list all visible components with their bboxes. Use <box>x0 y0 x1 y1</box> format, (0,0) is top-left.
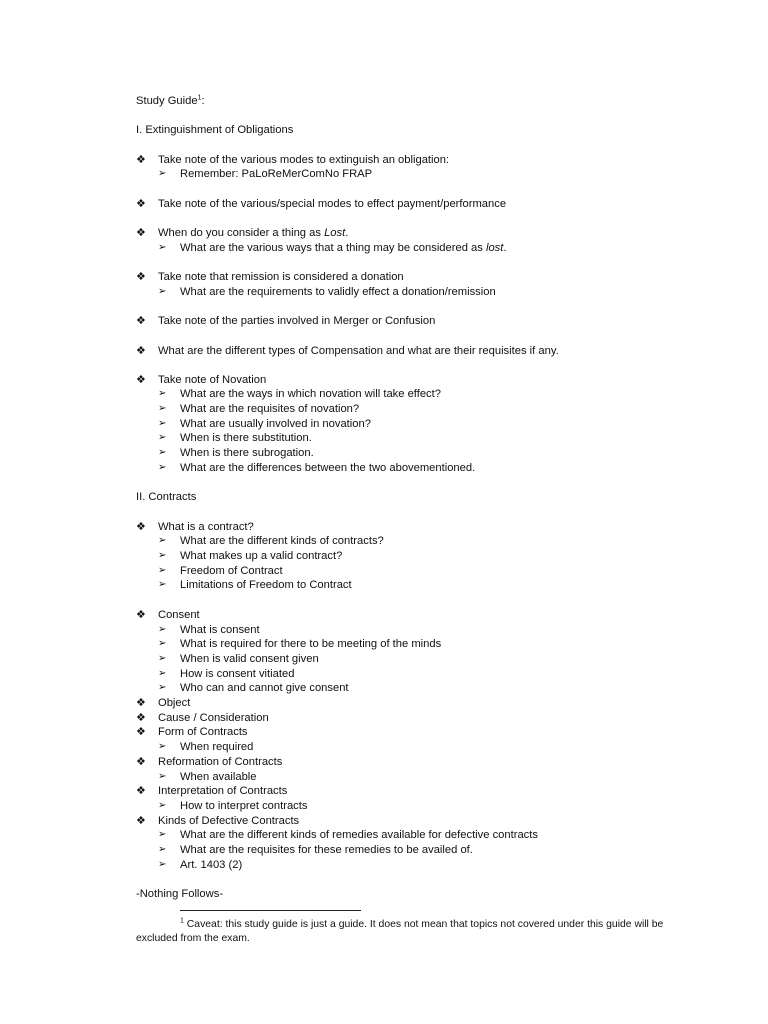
arrowhead-bullet-icon: ➢ <box>158 859 167 870</box>
footnote-text: Caveat: this study guide is just a guide. It does not mean that topics not covered under this guide will be excluded from the exam. <box>136 919 664 944</box>
footnote <box>136 918 696 946</box>
four-diamond-bullet-icon: ❖ <box>136 271 146 283</box>
footnote-reference: 1 <box>197 94 202 102</box>
page-title: Study Guide$^1$: <box>136 94 205 107</box>
footnote-mark: 1 <box>180 917 184 925</box>
arrowhead-bullet-icon: ➢ <box>158 462 167 473</box>
arrowhead-bullet-icon: ➢ <box>158 242 167 253</box>
closing-text: -Nothing Follows- <box>136 888 224 900</box>
arrowhead-bullet-icon: ➢ <box>158 800 167 811</box>
arrowhead-bullet-icon: ➢ <box>158 638 167 649</box>
arrowhead-bullet-icon: ➢ <box>158 168 167 179</box>
arrowhead-bullet-icon: ➢ <box>158 447 167 458</box>
arrowhead-bullet-icon: ➢ <box>158 682 167 693</box>
four-diamond-bullet-icon: ❖ <box>136 521 146 533</box>
four-diamond-bullet-icon: ❖ <box>136 227 146 239</box>
four-diamond-bullet-icon: ❖ <box>136 815 146 827</box>
arrowhead-bullet-icon: ➢ <box>158 388 167 399</box>
section-heading-contracts: II. Contracts <box>136 491 197 503</box>
four-diamond-bullet-icon: ❖ <box>136 712 146 724</box>
arrowhead-bullet-icon: ➢ <box>158 403 167 414</box>
arrowhead-bullet-icon: ➢ <box>158 579 167 590</box>
footnote-separator <box>180 910 361 911</box>
arrowhead-bullet-icon: ➢ <box>158 771 167 782</box>
four-diamond-bullet-icon: ❖ <box>136 198 146 210</box>
arrowhead-bullet-icon: ➢ <box>158 286 167 297</box>
four-diamond-bullet-icon: ❖ <box>136 374 146 386</box>
arrowhead-bullet-icon: ➢ <box>158 550 167 561</box>
four-diamond-bullet-icon: ❖ <box>136 756 146 768</box>
four-diamond-bullet-icon: ❖ <box>136 697 146 709</box>
arrowhead-bullet-icon: ➢ <box>158 565 167 576</box>
four-diamond-bullet-icon: ❖ <box>136 154 146 166</box>
document-page: Study Guide$^1$: I. Extinguishment of Obligations ❖ Take note of the various modes to extinguish an obligation: ➢ Remember: PaLoReMerComNo FRAP ❖ Take note of the various/special modes to effect payment/performance ❖ When do you consider a thing as Lost. ➢ What are the various ways that a thing may be considered as lost. ❖ Take note that remission is considered a donation ➢ What are the requirements to validly effect a donation/remission ❖ Take note of the parties involved in Merger or Confusion ❖ What are the different types of Compensation and what are their requisites if any. ❖ Take note of Novation ➢ What are the ways in which novation will take effect? ➢ What are the requisites of novation? ➢ What are usually involved in novation? ➢ When is there substitution. ➢ When is there subrogation. ➢ What are the differences between the two abovementioned. II. Contracts ❖ What is a contract? ➢ What are the different kinds of contracts? ➢ What makes up a valid contract? ➢ Freedom of Contract ➢ Limitations of Freedom to Contract ❖ Consent ➢ What is consent ➢ What is required for there to be meeting of the minds ➢ When is valid consent given ➢ How is consent vitiated ➢ Who can and cannot give consent ❖ Object ❖ Cause / Consideration ❖ Form of Contracts ➢ When required ❖ Reformation of Contracts ➢ When available ❖ Interpretation of Contracts ➢ How to interpret contracts ❖ Kinds of Defective Contracts ➢ What are the different kinds of remedies available for defective contracts ➢ What are the requisites for these remedies to be availed of. ➢ Art. 1403 (2) -Nothing Follows- $^1$ Caveat: this study guide is just a guide. It does not mean that topics not covered under this guide will be excluded from the exam. <box>0 0 768 1024</box>
four-diamond-bullet-icon: ❖ <box>136 609 146 621</box>
arrowhead-bullet-icon: ➢ <box>158 844 167 855</box>
section-heading-extinguishment: I. Extinguishment of Obligations <box>136 124 294 136</box>
arrowhead-bullet-icon: ➢ <box>158 432 167 443</box>
four-diamond-bullet-icon: ❖ <box>136 345 146 357</box>
four-diamond-bullet-icon: ❖ <box>136 785 146 797</box>
arrowhead-bullet-icon: ➢ <box>158 535 167 546</box>
arrowhead-bullet-icon: ➢ <box>158 741 167 752</box>
four-diamond-bullet-icon: ❖ <box>136 315 146 327</box>
arrowhead-bullet-icon: ➢ <box>158 418 167 429</box>
arrowhead-bullet-icon: ➢ <box>158 668 167 679</box>
arrowhead-bullet-icon: ➢ <box>158 829 167 840</box>
arrowhead-bullet-icon: ➢ <box>158 653 167 664</box>
arrowhead-bullet-icon: ➢ <box>158 624 167 635</box>
four-diamond-bullet-icon: ❖ <box>136 726 146 738</box>
